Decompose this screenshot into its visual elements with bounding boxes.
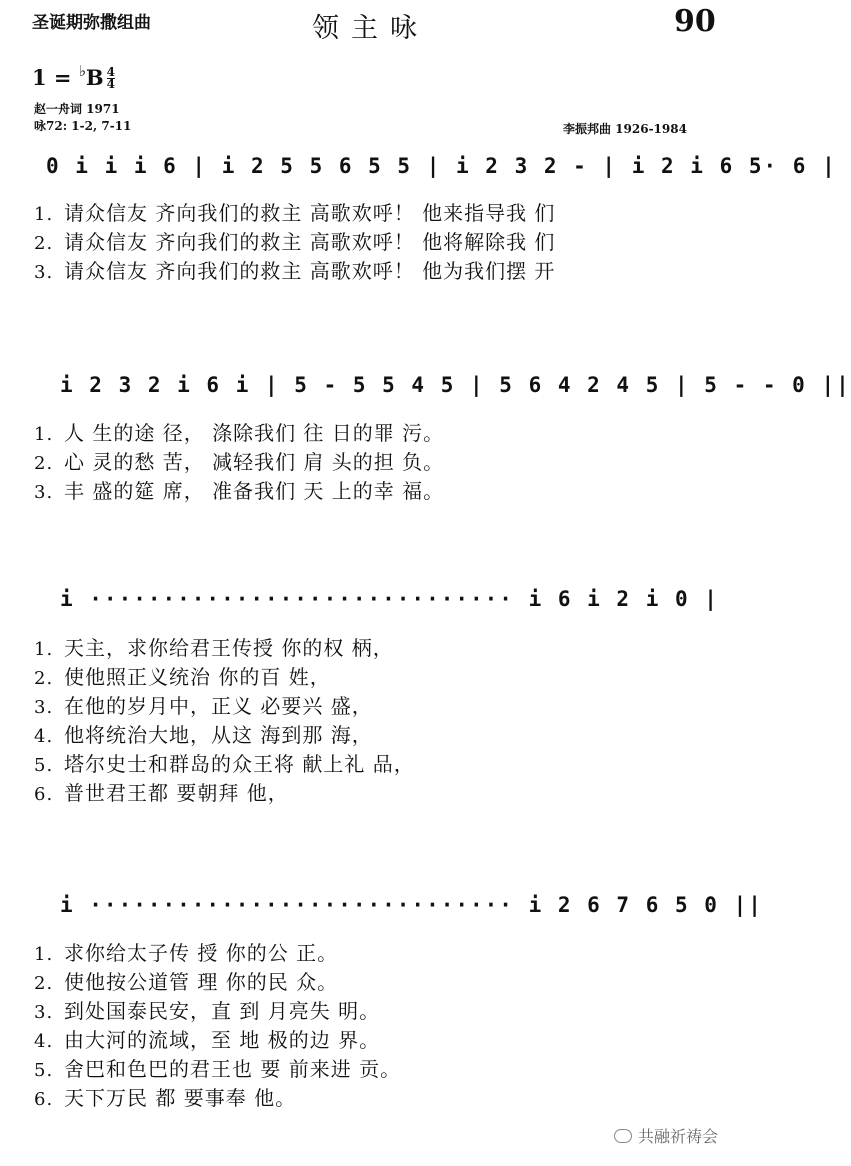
time-signature: [107, 67, 115, 90]
watermark-text: 共融祈祷会: [637, 1127, 718, 1146]
lyric-line: [34, 475, 444, 504]
verse-number: 1.: [34, 639, 54, 660]
verse-number: 5.: [34, 755, 54, 776]
lyric-line: [34, 966, 338, 995]
lyric-line: [34, 226, 555, 255]
verse-number: 1.: [34, 204, 54, 225]
lyric-text: 在他的岁月中，正义 必要兴 盛，: [64, 694, 373, 718]
lyric-line: [34, 748, 415, 777]
lyric-text: 求你给太子传 授 你的公 正。: [64, 941, 339, 965]
lyric-text: 请众信友 齐向我们的救主 高歌欢呼！ 他将解除我 们: [64, 230, 556, 254]
key-letter: B: [85, 65, 104, 90]
lyricist-credit: 赵一舟词 1971: [34, 102, 120, 116]
verse-number: 2.: [34, 233, 54, 254]
verse-number: 2.: [34, 973, 54, 994]
verse-number: 3.: [34, 482, 54, 503]
lyric-line: [34, 197, 555, 226]
lyric-text: 人 生的途 径， 涤除我们 往 日的罪 污。: [64, 421, 445, 445]
watermark: [614, 1124, 718, 1147]
page-number: 90: [674, 4, 716, 39]
lyric-text: 由大河的流域，至 地 极的边 界。: [64, 1028, 381, 1052]
notation-line-1: 0 i i i 6 | i 2 5 5 6 5 5 | i 2 3 2 - | i 2 i 6 5· 6 |: [46, 154, 837, 178]
key-prefix: 1 =: [32, 65, 79, 90]
lyric-line: [34, 1053, 401, 1082]
series-title: 圣诞期弥撒组曲: [32, 13, 151, 33]
lyric-line: [34, 446, 444, 475]
verse-number: 4.: [34, 1031, 54, 1052]
notation-line-3: i ····························· i 6 i 2 i 0 |: [60, 587, 719, 611]
lyric-text: 舍巴和色巴的君王也 要 前来进 贡。: [64, 1057, 402, 1081]
verse-number: 6.: [34, 1089, 54, 1110]
notation-line-4: i ····························· i 2 6 7 6 5 0 ||: [60, 893, 763, 917]
psalm-reference: 咏72: 1-2, 7-11: [34, 119, 132, 133]
time-top: 4: [106, 65, 116, 79]
lyric-line: [34, 690, 373, 719]
verse-number: 2.: [34, 668, 54, 689]
lyric-line: [34, 937, 338, 966]
lyric-line: [34, 1024, 380, 1053]
lyric-text: 普世君王都 要朝拜 他，: [64, 781, 289, 805]
verse-number: 3.: [34, 697, 54, 718]
verse-number: 1.: [34, 424, 54, 445]
flat-sign: ♭: [78, 62, 86, 80]
lyric-text: 使他按公道管 理 你的民 众。: [64, 970, 339, 994]
lyric-line: [34, 661, 331, 690]
verse-number: 6.: [34, 784, 54, 805]
chat-bubble-icon: [614, 1129, 632, 1143]
lyric-line: [34, 995, 380, 1024]
lyric-text: 天下万民 都 要事奉 他。: [64, 1086, 297, 1110]
time-bottom: 4: [106, 77, 116, 91]
lyric-line: [34, 255, 555, 284]
lyric-text: 心 灵的愁 苦， 减轻我们 肩 头的担 负。: [64, 450, 445, 474]
verse-number: 1.: [34, 944, 54, 965]
verse-number: 3.: [34, 1002, 54, 1023]
lyric-text: 请众信友 齐向我们的救主 高歌欢呼！ 他来指导我 们: [64, 201, 556, 225]
lyric-text: 他将统治大地，从这 海到那 海，: [64, 723, 373, 747]
lyric-line: [34, 777, 289, 806]
lyric-line: [34, 1082, 296, 1111]
lyric-text: 丰 盛的筵 席， 准备我们 天 上的幸 福。: [64, 479, 445, 503]
lyric-line: [34, 719, 373, 748]
lyric-text: 塔尔史士和群岛的众王将 献上礼 品，: [64, 752, 415, 776]
hymn-title: 领主咏: [312, 13, 429, 44]
notation-line-2: i 2 3 2 i 6 i | 5 - 5 5 4 5 | 5 6 4 2 4 5 | 5 - - 0 ||: [60, 373, 851, 397]
verse-number: 5.: [34, 1060, 54, 1081]
lyric-line: [34, 632, 394, 661]
lyric-text: 天主，求你给君王传授 你的权 柄，: [64, 636, 394, 660]
lyric-text: 请众信友 齐向我们的救主 高歌欢呼！ 他为我们摆 开: [64, 259, 556, 283]
lyric-line: [34, 417, 444, 446]
verse-number: 4.: [34, 726, 54, 747]
lyric-text: 使他照正义统治 你的百 姓，: [64, 665, 331, 689]
lyric-text: 到处国泰民安，直 到 月亮失 明。: [64, 999, 381, 1023]
verse-number: 2.: [34, 453, 54, 474]
key-signature: [32, 62, 115, 90]
composer-credit: 李振邦曲 1926-1984: [563, 122, 687, 136]
verse-number: 3.: [34, 262, 54, 283]
